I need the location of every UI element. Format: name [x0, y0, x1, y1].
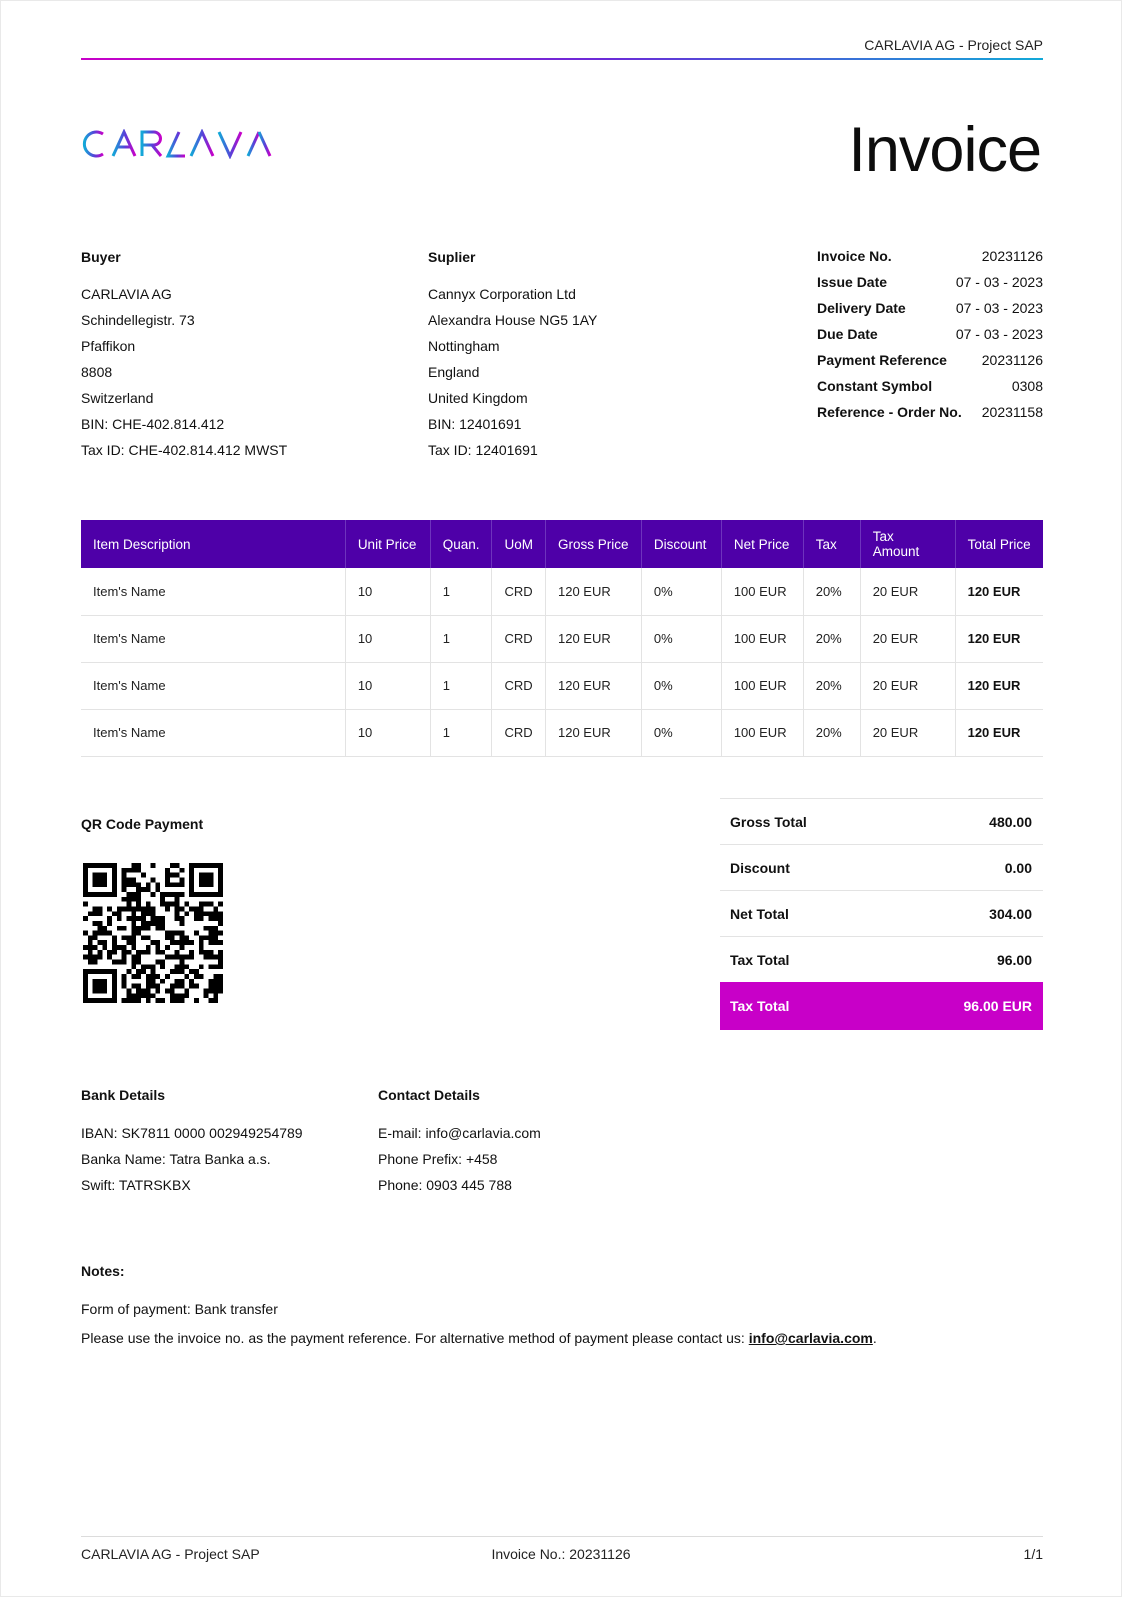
final-total-row	[720, 982, 1043, 1030]
table-row	[81, 615, 1043, 662]
column-header: Net Price	[721, 520, 803, 568]
table-cell: 20 EUR	[860, 615, 955, 662]
supplier-title: Suplier	[428, 249, 476, 265]
column-header: UoM	[492, 520, 546, 568]
table-cell: 120 EUR	[545, 615, 641, 662]
supplier-block	[428, 249, 597, 463]
table-cell: Item's Name	[81, 615, 345, 662]
table-cell: 120 EUR	[955, 615, 1043, 662]
table-cell: 120 EUR	[955, 662, 1043, 709]
meta-label: Payment Reference	[817, 352, 947, 368]
table-cell: 100 EUR	[721, 568, 803, 615]
bank-title: Bank Details	[81, 1087, 166, 1103]
buyer-line: Tax ID: CHE-402.814.412 MWST	[81, 442, 288, 458]
table-cell: Item's Name	[81, 568, 345, 615]
totals-label: Gross Total	[730, 813, 807, 830]
table-cell: 1	[430, 568, 492, 615]
header-project: CARLAVIA AG - Project SAP	[864, 37, 1043, 53]
table-cell: 1	[430, 615, 492, 662]
meta-row	[817, 377, 1043, 403]
column-header: Gross Price	[545, 520, 641, 568]
table-row	[81, 568, 1043, 615]
meta-row	[817, 325, 1043, 351]
table-cell: 10	[345, 615, 430, 662]
buyer-line: Schindellegistr. 73	[81, 312, 195, 328]
table-cell: 10	[345, 568, 430, 615]
supplier-line: BIN: 12401691	[428, 416, 522, 432]
meta-value: 0308	[1011, 378, 1043, 394]
supplier-line: United Kingdom	[428, 390, 528, 406]
totals-block	[720, 798, 1043, 1030]
final-total-value: 96.00 EUR	[963, 998, 1032, 1014]
items-table	[81, 520, 1043, 757]
table-cell: 0%	[641, 709, 721, 756]
meta-row	[817, 403, 1043, 429]
meta-label: Issue Date	[817, 274, 888, 290]
footer-project: CARLAVIA AG - Project SAP	[81, 1546, 260, 1562]
table-cell: 0%	[641, 662, 721, 709]
final-total-label: Tax Total	[730, 998, 790, 1014]
buyer-title: Buyer	[81, 249, 121, 265]
table-row	[81, 709, 1043, 756]
contact-line: E-mail: info@carlavia.com	[378, 1125, 541, 1141]
table-cell: Item's Name	[81, 662, 345, 709]
table-cell: 20%	[803, 568, 860, 615]
meta-row	[817, 247, 1043, 273]
totals-value: 96.00	[996, 951, 1032, 968]
meta-value: 07 - 03 - 2023	[955, 274, 1043, 290]
meta-row	[817, 299, 1043, 325]
table-cell: 0%	[641, 568, 721, 615]
table-cell: 20 EUR	[860, 568, 955, 615]
column-header: Quan.	[430, 520, 492, 568]
footer-divider	[81, 1536, 1043, 1537]
supplier-line: Nottingham	[428, 338, 500, 354]
table-cell: 1	[430, 709, 492, 756]
qr-code	[83, 863, 223, 1008]
totals-label: Discount	[730, 859, 790, 876]
table-cell: 0%	[641, 615, 721, 662]
footer-invoice-no: Invoice No.: 20231126	[491, 1546, 631, 1562]
totals-row	[720, 890, 1043, 936]
totals-value: 0.00	[1004, 859, 1032, 876]
table-cell: Item's Name	[81, 709, 345, 756]
supplier-line: Alexandra House NG5 1AY	[428, 312, 598, 328]
totals-label: Tax Total	[730, 951, 790, 968]
table-cell: CRD	[492, 615, 546, 662]
table-cell: CRD	[492, 568, 546, 615]
table-cell: 120 EUR	[545, 568, 641, 615]
table-cell: 1	[430, 662, 492, 709]
items-header-row	[81, 520, 1043, 568]
meta-label: Constant Symbol	[817, 378, 933, 394]
table-cell: 20 EUR	[860, 709, 955, 756]
contact-details	[378, 1087, 541, 1201]
table-cell: 120 EUR	[955, 709, 1043, 756]
table-cell: CRD	[492, 709, 546, 756]
table-cell: 20%	[803, 662, 860, 709]
column-header: Item Description	[81, 520, 345, 568]
meta-value: 07 - 03 - 2023	[955, 326, 1043, 342]
buyer-line: BIN: CHE-402.814.412	[81, 416, 225, 432]
bank-details	[81, 1087, 303, 1201]
supplier-line: Tax ID: 12401691	[428, 442, 538, 458]
table-cell: 20%	[803, 709, 860, 756]
table-cell: 120 EUR	[955, 568, 1043, 615]
totals-value: 304.00	[989, 905, 1032, 922]
meta-row	[817, 351, 1043, 377]
column-header: Discount	[641, 520, 721, 568]
table-cell: 20 EUR	[860, 662, 955, 709]
contact-line: Phone: 0903 445 788	[378, 1177, 512, 1193]
supplier-line: England	[428, 364, 480, 380]
notes-block	[81, 1263, 877, 1357]
totals-row	[720, 936, 1043, 982]
meta-row	[817, 273, 1043, 299]
table-cell: 100 EUR	[721, 662, 803, 709]
meta-value: 20231158	[981, 404, 1043, 420]
table-cell: 100 EUR	[721, 709, 803, 756]
totals-row	[720, 798, 1043, 844]
carlavia-logo-mark	[81, 129, 281, 159]
totals-row	[720, 844, 1043, 890]
notes-line: Form of payment: Bank transfer	[81, 1301, 278, 1317]
bank-line: Swift: TATRSKBX	[81, 1177, 191, 1193]
column-header: Total Price	[955, 520, 1043, 568]
table-cell: 100 EUR	[721, 615, 803, 662]
invoice-meta	[817, 247, 1043, 429]
qr-title: QR Code Payment	[81, 816, 204, 832]
column-header: Tax Amount	[860, 520, 955, 568]
meta-value: 20231126	[981, 248, 1043, 264]
column-header: Tax	[803, 520, 860, 568]
buyer-line: CARLAVIA AG	[81, 286, 172, 302]
meta-label: Delivery Date	[817, 300, 906, 316]
column-header: Unit Price	[345, 520, 430, 568]
buyer-line: 8808	[81, 364, 113, 380]
totals-value: 480.00	[989, 813, 1032, 830]
notes-text: .	[872, 1330, 877, 1346]
table-cell: 10	[345, 709, 430, 756]
meta-label: Due Date	[817, 326, 878, 342]
footer-page-number: 1/1	[1023, 1546, 1043, 1562]
carlavia-logo	[81, 129, 281, 164]
contact-line: Phone Prefix: +458	[378, 1151, 498, 1167]
qr-code-image	[83, 863, 223, 1003]
supplier-line: Cannyx Corporation Ltd	[428, 286, 576, 302]
bank-line: IBAN: SK7811 0000 002949254789	[81, 1125, 303, 1141]
invoice-title: Invoice	[848, 115, 1041, 185]
totals-label: Net Total	[730, 905, 789, 922]
invoice-page	[1, 1, 1121, 1596]
buyer-line: Switzerland	[81, 390, 154, 406]
table-cell: CRD	[492, 662, 546, 709]
table-cell: 10	[345, 662, 430, 709]
buyer-line: Pfaffikon	[81, 338, 136, 354]
meta-label: Invoice No.	[817, 248, 892, 264]
email-link[interactable]: info@carlavia.com	[748, 1330, 873, 1346]
table-row	[81, 662, 1043, 709]
notes-title: Notes:	[81, 1263, 125, 1279]
table-cell: 120 EUR	[545, 662, 641, 709]
notes-text: Please use the invoice no. as the payment reference. For alternative method of payment please contact us:	[81, 1330, 749, 1346]
bank-line: Banka Name: Tatra Banka a.s.	[81, 1151, 271, 1167]
table-cell: 20%	[803, 615, 860, 662]
meta-value: 07 - 03 - 2023	[955, 300, 1043, 316]
meta-label: Reference - Order No.	[817, 404, 962, 420]
notes-line	[81, 1328, 877, 1357]
header-gradient-line	[81, 58, 1043, 60]
buyer-block	[81, 249, 287, 463]
table-cell: 120 EUR	[545, 709, 641, 756]
contact-title: Contact Details	[378, 1087, 480, 1103]
meta-value: 20231126	[981, 352, 1043, 368]
